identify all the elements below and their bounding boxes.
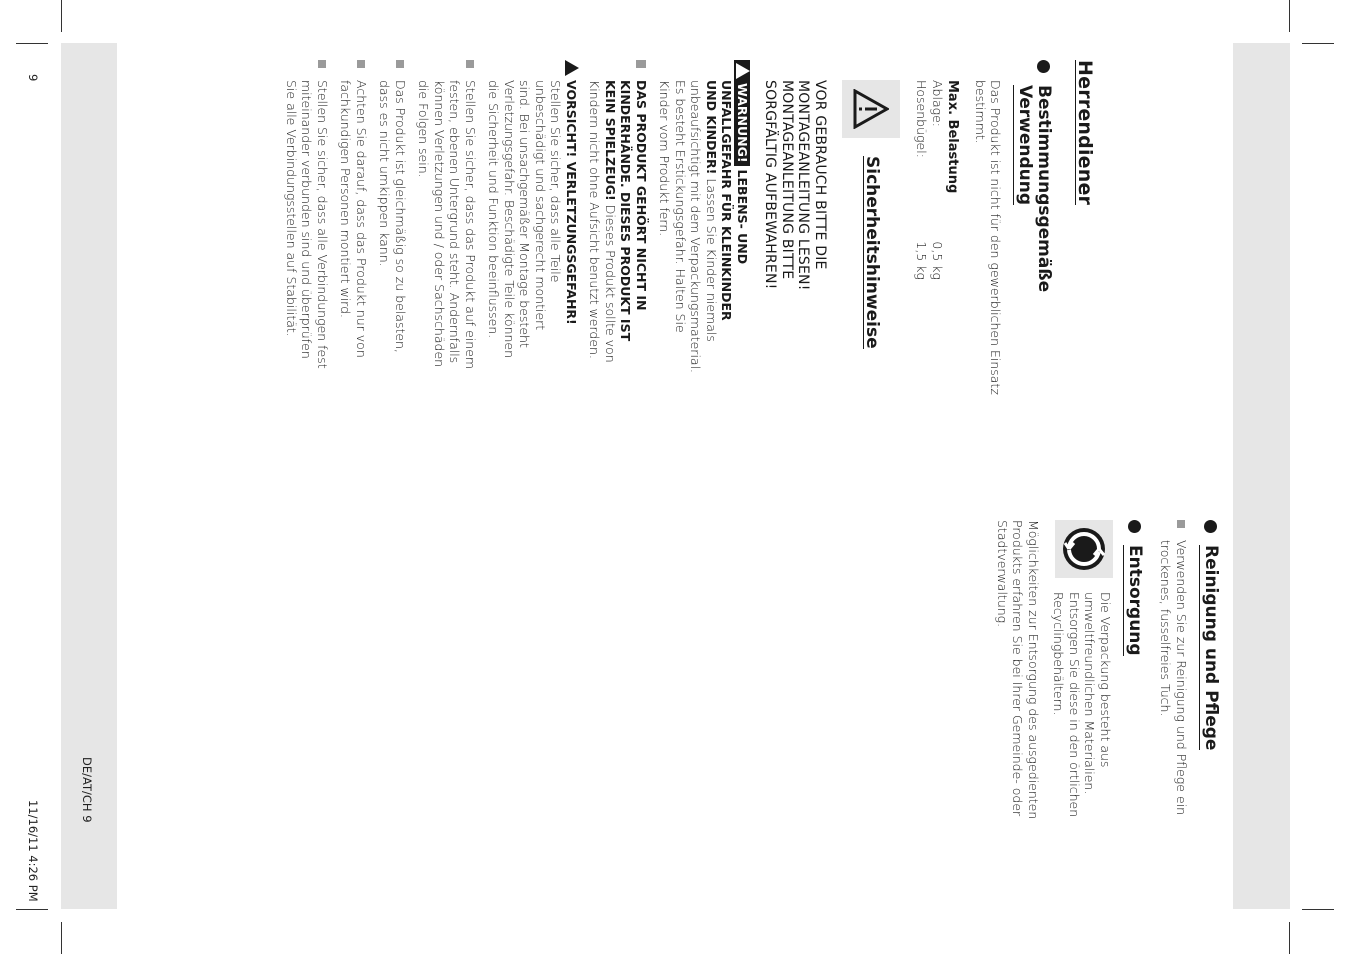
- warning-paragraph: [657, 60, 750, 580]
- toy-line: KEIN SPIELZEUG! Dieses Produkt sollte von: [603, 80, 618, 363]
- disposal-line: Stadtverwaltung.: [995, 520, 1010, 628]
- bullet-square-icon: [1177, 520, 1185, 528]
- warning-tag: WARNUNG!: [735, 60, 751, 166]
- notice-line: MONTAGEANLEITUNG LESEN!: [795, 80, 812, 291]
- spec-row: [930, 80, 946, 280]
- caution-line: Verletzungsgefahr. Beschädigte Teile können: [502, 80, 517, 359]
- list-line: Achten Sie darauf, dass das Produkt nur von: [354, 80, 369, 358]
- spec-value: 0,5 kg: [930, 241, 945, 280]
- list-item: [416, 60, 478, 580]
- spec-row: [914, 80, 930, 280]
- bullet-square-icon: [318, 60, 326, 68]
- list-line: trockenes, fusselfreies Tuch.: [1158, 540, 1174, 717]
- list-line: Das Produkt ist gleichmäßig so zu belasten,: [393, 80, 408, 353]
- warning-triangle-icon: [842, 80, 900, 138]
- column-right: [995, 520, 1221, 950]
- caution-paragraph: [486, 60, 579, 580]
- bullet-square-icon: [396, 60, 404, 68]
- spec-label: Ablage:: [930, 80, 945, 128]
- section-care: [1199, 520, 1220, 950]
- section-intended-use: [1014, 60, 1054, 580]
- list-line: miteinander verbunden sind und überprüfen: [299, 80, 315, 359]
- warning-line: [735, 60, 751, 580]
- crop-mark: [1289, 0, 1290, 32]
- warning-small-icon: [736, 63, 750, 79]
- warning-line: UNFALLGEFAHR FÜR KLEINKINDER: [719, 80, 735, 321]
- page-title: Herrendiener: [1074, 60, 1096, 206]
- disposal-line: Recyclingbehältern.: [1051, 592, 1067, 716]
- intended-use-text: Das Produkt ist nicht für den gewerblichen Einsatz bestimmt.: [973, 80, 1004, 395]
- list-item: [284, 60, 331, 580]
- list-item: [1158, 520, 1189, 950]
- notice-line: MONTAGEANLEITUNG BITTE: [779, 80, 795, 280]
- list-line: Stellen Sie sicher, dass alle Verbindungen fest: [315, 80, 330, 369]
- list-item: [338, 60, 369, 580]
- list-line: Sie alle Verbindungsstellen auf Stabilität.: [284, 80, 299, 337]
- bullet-square-icon: [466, 60, 474, 68]
- list-line: können Verletzungen und / oder Sachschäden: [432, 80, 447, 368]
- slug-page-number: 9: [26, 74, 40, 82]
- caution-line: sind. Bei unsachgemäßer Montage besteht: [517, 80, 533, 348]
- disposal-line: umweltfreundlichen Materialien.: [1082, 592, 1098, 795]
- disposal-block: [1051, 520, 1113, 950]
- section-heading: Reinigung und Pflege: [1201, 545, 1221, 751]
- warning-line: unbeaufsichtigt mit dem Verpackungsmaterial.: [688, 80, 704, 374]
- crop-mark: [1302, 909, 1334, 910]
- disposal-line: Möglichkeiten zur Entsorgung des ausgedienten: [1026, 520, 1041, 820]
- notice-line: VOR GEBRAUCH BITTE DIE: [812, 80, 828, 270]
- warning-line: Kinder vom Produkt fern.: [657, 80, 673, 237]
- warning-line: UND KINDER! Lassen Sie Kinder niemals: [704, 80, 719, 342]
- disposal-more-text: [995, 520, 1042, 950]
- safety-heading: Sicherheitshinweise: [862, 156, 883, 349]
- list-line: Verwenden Sie zur Reinigung und Pflege ein: [1174, 540, 1189, 816]
- slug-timestamp: 11/16/11 4:26 PM: [26, 800, 40, 902]
- max-load-block: [914, 60, 961, 580]
- spec-label: Hosenbügel:: [914, 80, 930, 158]
- toy-line: KINDERHÄNDE. DIESES PRODUKT IST: [618, 80, 634, 342]
- safety-header: [842, 60, 900, 580]
- caution-triangle-icon: [565, 60, 579, 76]
- footer-lang-page: DE/AT/CH 9: [80, 757, 94, 823]
- max-load-title: Max. Belastung: [945, 80, 961, 194]
- green-dot-recycling-icon: [1055, 520, 1113, 578]
- bullet-dot-icon: [1128, 520, 1141, 533]
- toy-line: Kindern nicht ohne Aufsicht benutzt werden.: [587, 80, 603, 359]
- bullet-square-icon: [636, 60, 646, 68]
- crop-mark: [1302, 43, 1334, 44]
- list-line: festen, ebenen Untergrund steht. Andernfalls: [447, 80, 463, 364]
- bullet-dot-icon: [1038, 60, 1051, 73]
- crop-mark: [61, 922, 62, 954]
- spec-value: 1,5 kg: [914, 241, 930, 280]
- notice-line: SORGFÄLTIG AUFBEWAHREN!: [762, 80, 779, 290]
- bullet-square-icon: [357, 60, 365, 68]
- caution-line: VORSICHT! VERLETZUNGSGEFAHR!: [564, 60, 580, 580]
- crop-mark: [16, 909, 48, 910]
- crop-mark: [1289, 922, 1290, 954]
- column-left: [276, 60, 1096, 580]
- list-item: [377, 60, 408, 580]
- section-disposal: [1123, 520, 1144, 950]
- list-line: fachkundigen Personen montiert wird.: [338, 80, 354, 318]
- warning-line: Es besteht Erstickungsgefahr. Halten Sie: [673, 80, 688, 333]
- list-line: die Folgen sein.: [416, 80, 432, 178]
- warning-bold: LEBENS- UND: [735, 169, 750, 265]
- crop-mark: [61, 0, 62, 32]
- list-line: dass es nicht umkippen kann.: [377, 80, 393, 267]
- bullet-dot-icon: [1204, 520, 1217, 533]
- section-heading: Bestimmungsgemäße Verwendung: [1015, 85, 1055, 293]
- list-line: Stellen Sie sicher, dass das Produkt auf einem: [463, 80, 478, 370]
- toy-warning: [587, 60, 649, 580]
- caution-line: die Sicherheit und Funktion beeinflussen.: [486, 80, 502, 339]
- disposal-line: Produkts erfahren Sie bei Ihrer Gemeinde- oder: [1010, 520, 1026, 817]
- crop-mark: [16, 43, 48, 44]
- caution-line: Stellen Sie sicher, dass alle Teile: [548, 80, 564, 283]
- disposal-line: Entsorgen Sie diese in den örtlichen: [1067, 592, 1082, 818]
- caution-line: unbeschädigt und sachgerecht montiert: [533, 80, 548, 331]
- section-heading: Entsorgung: [1125, 545, 1145, 656]
- toy-line: DAS PRODUKT GEHÖRT NICHT IN: [634, 80, 649, 311]
- right-margin-band: [1233, 43, 1290, 909]
- disposal-line: Die Verpackung besteht aus: [1098, 592, 1113, 768]
- read-instructions-notice: [762, 60, 828, 580]
